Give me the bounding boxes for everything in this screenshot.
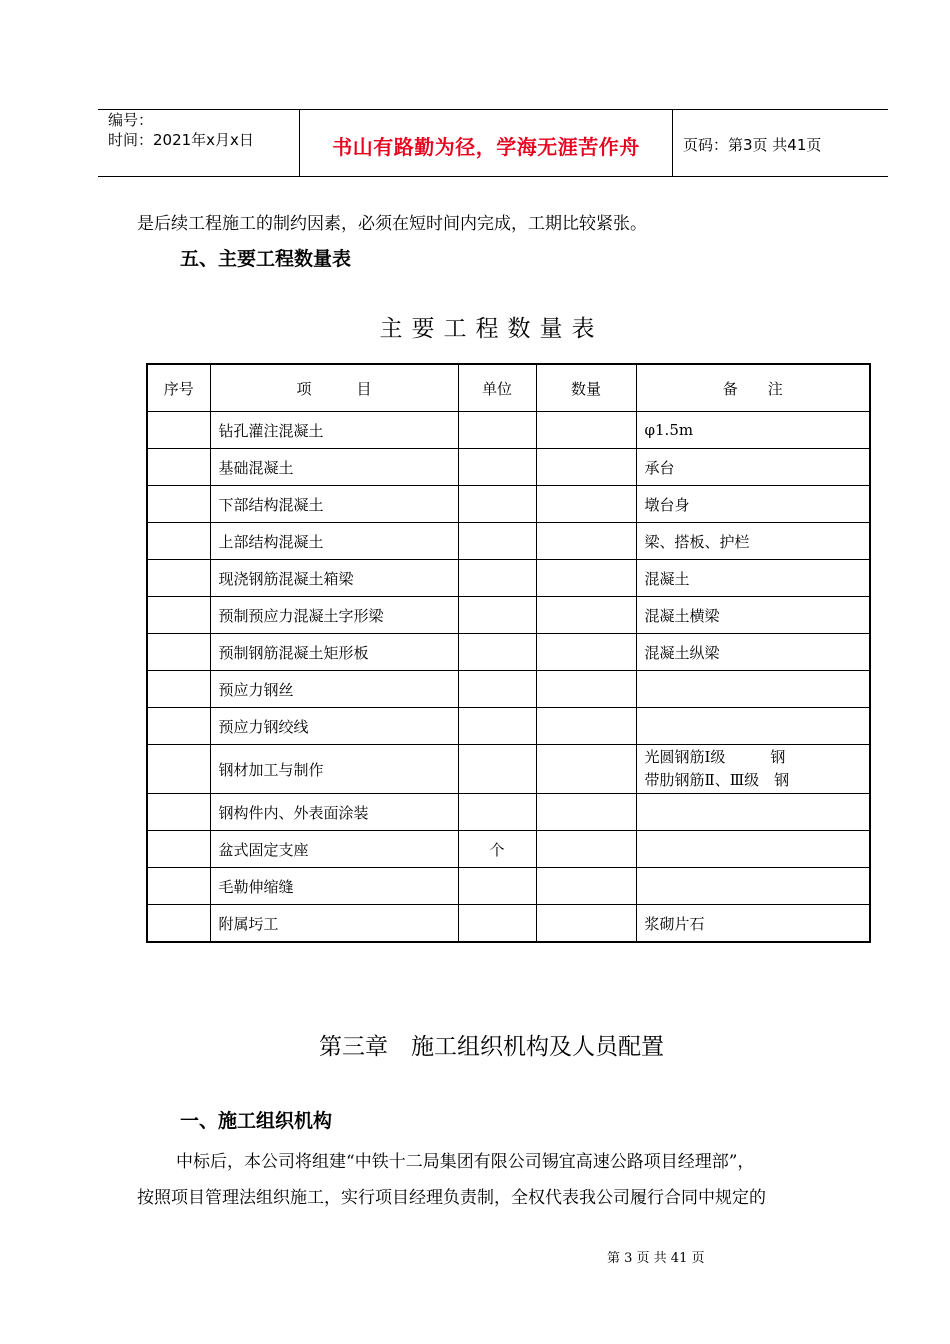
cell-item: 基础混凝土 <box>210 449 458 486</box>
intro-paragraph: 是后续工程施工的制约因素，必须在短时间内完成，工期比较紧张。 <box>137 214 647 234</box>
header-meta <box>108 110 254 150</box>
cell-item: 预应力钢丝 <box>210 671 458 708</box>
cell-item: 下部结构混凝土 <box>210 486 458 523</box>
cell-remark-line: 带肋钢筋Ⅱ、Ⅲ级 钢 <box>644 771 790 789</box>
cell-remark <box>636 671 870 708</box>
cell-no <box>147 905 210 943</box>
cell-remark-line: 光圆钢筋Ⅰ级 钢 <box>644 748 786 766</box>
header-motto: 书山有路勤为径，学海无涯苦作舟 <box>332 135 640 159</box>
cell-qty <box>536 412 636 449</box>
table-row <box>147 671 870 708</box>
table-row <box>147 560 870 597</box>
cell-unit <box>458 671 536 708</box>
cell-no <box>147 449 210 486</box>
column-header-remark: 备 注 <box>636 364 870 412</box>
cell-item: 预应力钢绞线 <box>210 708 458 745</box>
cell-qty <box>536 597 636 634</box>
cell-qty <box>536 868 636 905</box>
cell-qty <box>536 708 636 745</box>
cell-qty <box>536 523 636 560</box>
table-row <box>147 905 870 943</box>
table-body <box>147 412 870 943</box>
cell-unit <box>458 868 536 905</box>
table-row <box>147 745 870 794</box>
table-row <box>147 831 870 868</box>
cell-unit <box>458 560 536 597</box>
cell-item: 预制预应力混凝土字形梁 <box>210 597 458 634</box>
cell-remark: 墩台身 <box>636 486 870 523</box>
cell-qty <box>536 905 636 943</box>
cell-item: 毛勒伸缩缝 <box>210 868 458 905</box>
cell-remark: 承台 <box>636 449 870 486</box>
cell-no <box>147 745 210 794</box>
serial-label: 编号： <box>108 111 154 129</box>
header-bottom-rule <box>98 176 888 177</box>
chapter-title: 第三章 施工组织机构及人员配置 <box>319 1034 664 1060</box>
cell-qty <box>536 486 636 523</box>
cell-unit: 个 <box>458 831 536 868</box>
cell-item: 附属圬工 <box>210 905 458 943</box>
cell-remark <box>636 794 870 831</box>
cell-no <box>147 412 210 449</box>
cell-unit <box>458 708 536 745</box>
cell-remark <box>636 831 870 868</box>
cell-qty <box>536 831 636 868</box>
table-row <box>147 523 870 560</box>
cell-qty <box>536 560 636 597</box>
section-heading-quantities: 五、主要工程数量表 <box>180 248 352 270</box>
date-label: 时间：2021年x月x日 <box>108 131 254 149</box>
table-header-row <box>147 364 870 412</box>
table-row <box>147 634 870 671</box>
cell-unit <box>458 634 536 671</box>
cell-remark: 混凝土 <box>636 560 870 597</box>
cell-item: 钻孔灌注混凝土 <box>210 412 458 449</box>
cell-unit <box>458 412 536 449</box>
cell-remark: 混凝土纵梁 <box>636 634 870 671</box>
cell-remark: 混凝土横梁 <box>636 597 870 634</box>
table-row <box>147 412 870 449</box>
cell-item: 预制钢筋混凝土矩形板 <box>210 634 458 671</box>
section-heading-organization: 一、施工组织机构 <box>180 1110 333 1132</box>
cell-unit <box>458 794 536 831</box>
table-title: 主要工程数量表 <box>379 316 604 342</box>
table-row <box>147 597 870 634</box>
cell-qty <box>536 745 636 794</box>
table-row <box>147 486 870 523</box>
cell-remark <box>636 708 870 745</box>
cell-unit <box>458 486 536 523</box>
table-row <box>147 868 870 905</box>
cell-item: 现浇钢筋混凝土箱梁 <box>210 560 458 597</box>
header-divider-right <box>672 110 673 176</box>
cell-no <box>147 597 210 634</box>
body-paragraph-line-2: 按照项目管理法组织施工，实行项目经理负责制，全权代表我公司履行合同中规定的 <box>137 1188 766 1208</box>
cell-unit <box>458 523 536 560</box>
cell-remark: 梁、搭板、护栏 <box>636 523 870 560</box>
cell-unit <box>458 905 536 943</box>
table-row <box>147 794 870 831</box>
cell-no <box>147 831 210 868</box>
cell-no <box>147 634 210 671</box>
body-paragraph-line-1: 中标后，本公司将组建“中铁十二局集团有限公司锡宜高速公路项目经理部”， <box>176 1152 755 1172</box>
cell-qty <box>536 794 636 831</box>
cell-no <box>147 523 210 560</box>
cell-item: 上部结构混凝土 <box>210 523 458 560</box>
cell-no <box>147 794 210 831</box>
table-row <box>147 449 870 486</box>
cell-unit <box>458 449 536 486</box>
cell-remark <box>636 745 870 794</box>
cell-item: 盆式固定支座 <box>210 831 458 868</box>
header-page-label: 页码：第3页 共41页 <box>683 136 822 154</box>
cell-unit <box>458 597 536 634</box>
quantity-table <box>146 363 871 943</box>
cell-no <box>147 671 210 708</box>
column-header-unit: 单位 <box>458 364 536 412</box>
page-footer: 第 3 页 共 41 页 <box>607 1251 705 1266</box>
cell-qty <box>536 449 636 486</box>
cell-unit <box>458 745 536 794</box>
cell-remark: 浆砌片石 <box>636 905 870 943</box>
cell-no <box>147 868 210 905</box>
cell-item: 钢材加工与制作 <box>210 745 458 794</box>
column-header-no: 序号 <box>147 364 210 412</box>
column-header-item: 项 目 <box>210 364 458 412</box>
cell-item: 钢构件内、外表面涂装 <box>210 794 458 831</box>
table-row <box>147 708 870 745</box>
cell-remark <box>636 868 870 905</box>
cell-no <box>147 560 210 597</box>
cell-remark: φ1.5m <box>636 412 870 449</box>
cell-no <box>147 486 210 523</box>
cell-no <box>147 708 210 745</box>
cell-qty <box>536 634 636 671</box>
column-header-qty: 数量 <box>536 364 636 412</box>
cell-qty <box>536 671 636 708</box>
